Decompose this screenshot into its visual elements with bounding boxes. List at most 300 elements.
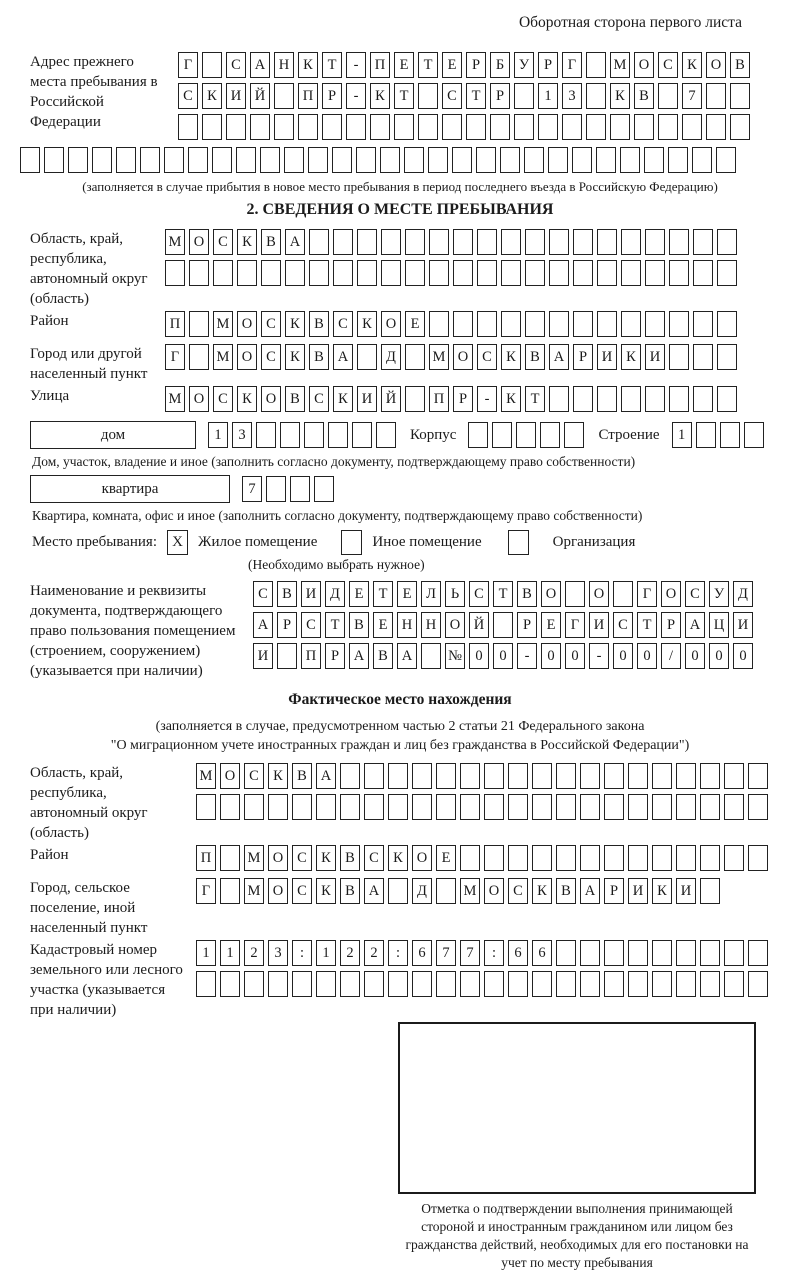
char-box[interactable] bbox=[573, 386, 593, 412]
char-box[interactable]: № bbox=[445, 643, 465, 669]
char-box[interactable] bbox=[404, 147, 424, 173]
char-box[interactable]: Т bbox=[373, 581, 393, 607]
char-box[interactable]: К bbox=[237, 229, 257, 255]
char-box[interactable] bbox=[580, 794, 600, 820]
char-box[interactable]: Е bbox=[394, 52, 414, 78]
char-box[interactable] bbox=[573, 260, 593, 286]
char-box[interactable] bbox=[309, 229, 329, 255]
char-box[interactable] bbox=[700, 940, 720, 966]
char-box[interactable] bbox=[340, 971, 360, 997]
char-box[interactable]: 6 bbox=[508, 940, 528, 966]
char-box[interactable]: Е bbox=[541, 612, 561, 638]
char-box[interactable]: : bbox=[484, 940, 504, 966]
char-box[interactable] bbox=[476, 147, 496, 173]
char-box[interactable] bbox=[268, 971, 288, 997]
char-box[interactable] bbox=[68, 147, 88, 173]
char-box[interactable]: С bbox=[226, 52, 246, 78]
char-box[interactable]: К bbox=[370, 83, 390, 109]
char-box[interactable] bbox=[604, 794, 624, 820]
char-box[interactable] bbox=[493, 612, 513, 638]
char-box[interactable]: О bbox=[237, 311, 257, 337]
char-box[interactable] bbox=[189, 311, 209, 337]
char-box[interactable]: П bbox=[196, 845, 216, 871]
char-box[interactable]: И bbox=[357, 386, 377, 412]
char-box[interactable] bbox=[428, 147, 448, 173]
char-box[interactable]: О bbox=[261, 386, 281, 412]
char-box[interactable]: К bbox=[285, 311, 305, 337]
char-box[interactable]: К bbox=[333, 386, 353, 412]
char-box[interactable] bbox=[298, 114, 318, 140]
char-box[interactable] bbox=[693, 260, 713, 286]
char-box[interactable]: А bbox=[250, 52, 270, 78]
char-box[interactable] bbox=[333, 260, 353, 286]
char-box[interactable] bbox=[706, 114, 726, 140]
char-box[interactable]: В bbox=[556, 878, 576, 904]
char-box[interactable] bbox=[356, 147, 376, 173]
char-box[interactable] bbox=[178, 114, 198, 140]
char-box[interactable]: И bbox=[301, 581, 321, 607]
char-box[interactable] bbox=[676, 794, 696, 820]
char-box[interactable] bbox=[717, 386, 737, 412]
char-box[interactable]: Й bbox=[381, 386, 401, 412]
char-box[interactable]: О bbox=[484, 878, 504, 904]
char-box[interactable]: С bbox=[178, 83, 198, 109]
char-box[interactable]: К bbox=[610, 83, 630, 109]
char-box[interactable] bbox=[357, 260, 377, 286]
char-box[interactable] bbox=[364, 971, 384, 997]
char-box[interactable] bbox=[628, 971, 648, 997]
char-box[interactable]: В bbox=[285, 386, 305, 412]
char-box[interactable]: Е bbox=[397, 581, 417, 607]
char-box[interactable]: А bbox=[349, 643, 369, 669]
char-box[interactable] bbox=[364, 763, 384, 789]
char-box[interactable]: Т bbox=[525, 386, 545, 412]
char-box[interactable]: А bbox=[549, 344, 569, 370]
char-box[interactable] bbox=[92, 147, 112, 173]
char-box[interactable]: С bbox=[508, 878, 528, 904]
char-box[interactable]: К bbox=[501, 386, 521, 412]
char-box[interactable]: В bbox=[261, 229, 281, 255]
stay-type-checkbox-other[interactable] bbox=[341, 530, 362, 555]
char-box[interactable]: - bbox=[346, 83, 366, 109]
char-box[interactable]: П bbox=[298, 83, 318, 109]
char-box[interactable]: С bbox=[244, 763, 264, 789]
char-box[interactable]: И bbox=[226, 83, 246, 109]
char-box[interactable]: С bbox=[261, 311, 281, 337]
char-box[interactable] bbox=[548, 147, 568, 173]
char-box[interactable] bbox=[748, 940, 768, 966]
char-box[interactable]: 0 bbox=[565, 643, 585, 669]
char-box[interactable] bbox=[706, 83, 726, 109]
char-box[interactable] bbox=[652, 940, 672, 966]
char-box[interactable] bbox=[418, 83, 438, 109]
char-box[interactable]: И bbox=[733, 612, 753, 638]
char-box[interactable] bbox=[693, 386, 713, 412]
char-box[interactable] bbox=[562, 114, 582, 140]
char-box[interactable]: Н bbox=[274, 52, 294, 78]
char-box[interactable]: К bbox=[202, 83, 222, 109]
char-box[interactable]: Г bbox=[637, 581, 657, 607]
char-box[interactable]: Н bbox=[397, 612, 417, 638]
char-box[interactable]: К bbox=[357, 311, 377, 337]
char-box[interactable] bbox=[140, 147, 160, 173]
char-box[interactable]: С bbox=[292, 878, 312, 904]
char-box[interactable] bbox=[501, 260, 521, 286]
char-box[interactable] bbox=[610, 114, 630, 140]
char-box[interactable] bbox=[597, 386, 617, 412]
char-box[interactable] bbox=[580, 845, 600, 871]
char-box[interactable]: И bbox=[645, 344, 665, 370]
char-box[interactable] bbox=[676, 940, 696, 966]
char-box[interactable] bbox=[692, 147, 712, 173]
char-box[interactable] bbox=[573, 311, 593, 337]
char-box[interactable] bbox=[460, 763, 480, 789]
char-box[interactable]: К bbox=[532, 878, 552, 904]
char-box[interactable] bbox=[340, 794, 360, 820]
char-box[interactable] bbox=[668, 147, 688, 173]
char-box[interactable] bbox=[328, 422, 348, 448]
char-box[interactable]: М bbox=[213, 344, 233, 370]
char-box[interactable]: - bbox=[477, 386, 497, 412]
char-box[interactable] bbox=[658, 114, 678, 140]
char-box[interactable] bbox=[484, 794, 504, 820]
char-box[interactable]: Р bbox=[453, 386, 473, 412]
char-box[interactable] bbox=[586, 83, 606, 109]
char-box[interactable]: 1 bbox=[196, 940, 216, 966]
char-box[interactable]: Д bbox=[733, 581, 753, 607]
char-box[interactable] bbox=[250, 114, 270, 140]
char-box[interactable]: Р bbox=[661, 612, 681, 638]
char-box[interactable] bbox=[645, 311, 665, 337]
char-box[interactable]: : bbox=[388, 940, 408, 966]
char-box[interactable]: 3 bbox=[268, 940, 288, 966]
char-box[interactable]: С bbox=[442, 83, 462, 109]
char-box[interactable]: Т bbox=[322, 52, 342, 78]
char-box[interactable]: П bbox=[165, 311, 185, 337]
char-box[interactable] bbox=[586, 52, 606, 78]
char-box[interactable] bbox=[565, 581, 585, 607]
char-box[interactable] bbox=[280, 422, 300, 448]
char-box[interactable] bbox=[676, 845, 696, 871]
char-box[interactable] bbox=[580, 971, 600, 997]
char-box[interactable] bbox=[309, 260, 329, 286]
char-box[interactable] bbox=[220, 878, 240, 904]
char-box[interactable]: С bbox=[301, 612, 321, 638]
char-box[interactable] bbox=[717, 311, 737, 337]
char-box[interactable] bbox=[196, 794, 216, 820]
char-box[interactable]: Р bbox=[490, 83, 510, 109]
char-box[interactable] bbox=[549, 229, 569, 255]
char-box[interactable]: У bbox=[709, 581, 729, 607]
char-box[interactable] bbox=[693, 229, 713, 255]
char-box[interactable]: М bbox=[165, 386, 185, 412]
char-box[interactable]: М bbox=[244, 878, 264, 904]
char-box[interactable]: 0 bbox=[685, 643, 705, 669]
char-box[interactable]: С bbox=[261, 344, 281, 370]
char-box[interactable] bbox=[20, 147, 40, 173]
char-box[interactable] bbox=[220, 794, 240, 820]
char-box[interactable]: О bbox=[220, 763, 240, 789]
char-box[interactable] bbox=[508, 971, 528, 997]
char-box[interactable] bbox=[429, 260, 449, 286]
char-box[interactable] bbox=[412, 794, 432, 820]
char-box[interactable] bbox=[604, 940, 624, 966]
char-box[interactable] bbox=[572, 147, 592, 173]
char-box[interactable]: Е bbox=[373, 612, 393, 638]
apartment-type-box[interactable]: квартира bbox=[30, 475, 230, 503]
char-box[interactable]: 3 bbox=[562, 83, 582, 109]
char-box[interactable]: К bbox=[298, 52, 318, 78]
char-box[interactable] bbox=[268, 794, 288, 820]
char-box[interactable] bbox=[524, 147, 544, 173]
char-box[interactable]: : bbox=[292, 940, 312, 966]
char-box[interactable]: - bbox=[346, 52, 366, 78]
char-box[interactable] bbox=[669, 311, 689, 337]
stay-type-checkbox-organization[interactable] bbox=[508, 530, 529, 555]
char-box[interactable]: М bbox=[213, 311, 233, 337]
char-box[interactable] bbox=[525, 260, 545, 286]
char-box[interactable] bbox=[436, 794, 456, 820]
char-box[interactable] bbox=[532, 845, 552, 871]
char-box[interactable] bbox=[580, 940, 600, 966]
char-box[interactable] bbox=[597, 260, 617, 286]
char-box[interactable]: Г bbox=[196, 878, 216, 904]
char-box[interactable] bbox=[460, 971, 480, 997]
char-box[interactable]: А bbox=[316, 763, 336, 789]
char-box[interactable]: Г bbox=[178, 52, 198, 78]
char-box[interactable]: Р bbox=[538, 52, 558, 78]
char-box[interactable] bbox=[333, 229, 353, 255]
char-box[interactable]: А bbox=[685, 612, 705, 638]
char-box[interactable]: 6 bbox=[532, 940, 552, 966]
char-box[interactable]: О bbox=[237, 344, 257, 370]
char-box[interactable]: В bbox=[517, 581, 537, 607]
char-box[interactable] bbox=[508, 845, 528, 871]
char-box[interactable]: К bbox=[316, 845, 336, 871]
char-box[interactable] bbox=[564, 422, 584, 448]
char-box[interactable] bbox=[628, 940, 648, 966]
char-box[interactable]: В bbox=[340, 845, 360, 871]
char-box[interactable] bbox=[394, 114, 414, 140]
char-box[interactable] bbox=[620, 147, 640, 173]
char-box[interactable]: С bbox=[213, 386, 233, 412]
char-box[interactable]: П bbox=[429, 386, 449, 412]
char-box[interactable] bbox=[500, 147, 520, 173]
char-box[interactable]: О bbox=[706, 52, 726, 78]
char-box[interactable] bbox=[412, 971, 432, 997]
char-box[interactable] bbox=[226, 114, 246, 140]
char-box[interactable]: Ь bbox=[445, 581, 465, 607]
char-box[interactable]: 0 bbox=[541, 643, 561, 669]
char-box[interactable] bbox=[412, 763, 432, 789]
char-box[interactable] bbox=[202, 52, 222, 78]
char-box[interactable] bbox=[693, 311, 713, 337]
char-box[interactable] bbox=[316, 971, 336, 997]
char-box[interactable] bbox=[244, 794, 264, 820]
char-box[interactable] bbox=[405, 344, 425, 370]
char-box[interactable]: Е bbox=[442, 52, 462, 78]
char-box[interactable]: Л bbox=[421, 581, 441, 607]
char-box[interactable]: И bbox=[676, 878, 696, 904]
char-box[interactable]: К bbox=[388, 845, 408, 871]
char-box[interactable] bbox=[376, 422, 396, 448]
char-box[interactable]: О bbox=[189, 386, 209, 412]
char-box[interactable]: Р bbox=[325, 643, 345, 669]
char-box[interactable]: А bbox=[397, 643, 417, 669]
char-box[interactable]: Г bbox=[165, 344, 185, 370]
char-box[interactable]: 0 bbox=[493, 643, 513, 669]
char-box[interactable]: К bbox=[237, 386, 257, 412]
char-box[interactable] bbox=[556, 940, 576, 966]
char-box[interactable] bbox=[556, 794, 576, 820]
char-box[interactable]: Й bbox=[469, 612, 489, 638]
char-box[interactable]: М bbox=[165, 229, 185, 255]
char-box[interactable] bbox=[332, 147, 352, 173]
char-box[interactable]: О bbox=[268, 878, 288, 904]
char-box[interactable] bbox=[453, 311, 473, 337]
char-box[interactable] bbox=[352, 422, 372, 448]
char-box[interactable] bbox=[468, 422, 488, 448]
char-box[interactable] bbox=[652, 971, 672, 997]
char-box[interactable]: К bbox=[682, 52, 702, 78]
char-box[interactable] bbox=[645, 260, 665, 286]
char-box[interactable] bbox=[724, 845, 744, 871]
char-box[interactable] bbox=[460, 794, 480, 820]
char-box[interactable] bbox=[452, 147, 472, 173]
char-box[interactable]: А bbox=[285, 229, 305, 255]
char-box[interactable] bbox=[556, 763, 576, 789]
char-box[interactable] bbox=[429, 311, 449, 337]
char-box[interactable]: К bbox=[268, 763, 288, 789]
char-box[interactable] bbox=[604, 971, 624, 997]
char-box[interactable] bbox=[748, 794, 768, 820]
char-box[interactable] bbox=[669, 344, 689, 370]
char-box[interactable] bbox=[477, 229, 497, 255]
char-box[interactable] bbox=[700, 763, 720, 789]
char-box[interactable] bbox=[693, 344, 713, 370]
char-box[interactable] bbox=[501, 229, 521, 255]
char-box[interactable] bbox=[405, 229, 425, 255]
char-box[interactable]: 1 bbox=[316, 940, 336, 966]
char-box[interactable]: Р bbox=[604, 878, 624, 904]
char-box[interactable]: Р bbox=[277, 612, 297, 638]
char-box[interactable] bbox=[700, 794, 720, 820]
char-box[interactable] bbox=[405, 260, 425, 286]
char-box[interactable] bbox=[532, 763, 552, 789]
char-box[interactable] bbox=[669, 386, 689, 412]
char-box[interactable] bbox=[730, 83, 750, 109]
char-box[interactable] bbox=[256, 422, 276, 448]
char-box[interactable] bbox=[292, 794, 312, 820]
char-box[interactable] bbox=[604, 763, 624, 789]
char-box[interactable] bbox=[442, 114, 462, 140]
char-box[interactable] bbox=[676, 971, 696, 997]
char-box[interactable] bbox=[484, 845, 504, 871]
char-box[interactable] bbox=[484, 763, 504, 789]
char-box[interactable] bbox=[525, 311, 545, 337]
char-box[interactable]: Е bbox=[349, 581, 369, 607]
char-box[interactable] bbox=[453, 229, 473, 255]
char-box[interactable]: 3 bbox=[232, 422, 252, 448]
char-box[interactable] bbox=[490, 114, 510, 140]
char-box[interactable]: 7 bbox=[682, 83, 702, 109]
char-box[interactable]: К bbox=[652, 878, 672, 904]
char-box[interactable] bbox=[628, 794, 648, 820]
char-box[interactable]: О bbox=[189, 229, 209, 255]
char-box[interactable] bbox=[477, 311, 497, 337]
char-box[interactable]: Р bbox=[573, 344, 593, 370]
char-box[interactable] bbox=[213, 260, 233, 286]
char-box[interactable] bbox=[381, 260, 401, 286]
char-box[interactable]: В bbox=[349, 612, 369, 638]
char-box[interactable] bbox=[436, 971, 456, 997]
char-box[interactable] bbox=[370, 114, 390, 140]
char-box[interactable]: Р bbox=[322, 83, 342, 109]
char-box[interactable] bbox=[613, 581, 633, 607]
char-box[interactable]: М bbox=[244, 845, 264, 871]
char-box[interactable]: М bbox=[610, 52, 630, 78]
char-box[interactable] bbox=[314, 476, 334, 502]
char-box[interactable]: С bbox=[253, 581, 273, 607]
char-box[interactable]: Д bbox=[412, 878, 432, 904]
char-box[interactable] bbox=[220, 971, 240, 997]
char-box[interactable] bbox=[730, 114, 750, 140]
char-box[interactable]: М bbox=[196, 763, 216, 789]
char-box[interactable] bbox=[436, 763, 456, 789]
char-box[interactable]: К bbox=[621, 344, 641, 370]
char-box[interactable] bbox=[429, 229, 449, 255]
char-box[interactable] bbox=[236, 147, 256, 173]
char-box[interactable] bbox=[189, 260, 209, 286]
char-box[interactable]: С bbox=[613, 612, 633, 638]
char-box[interactable]: Т bbox=[394, 83, 414, 109]
char-box[interactable] bbox=[388, 971, 408, 997]
char-box[interactable] bbox=[380, 147, 400, 173]
char-box[interactable] bbox=[540, 422, 560, 448]
char-box[interactable] bbox=[44, 147, 64, 173]
char-box[interactable] bbox=[421, 643, 441, 669]
char-box[interactable] bbox=[381, 229, 401, 255]
char-box[interactable] bbox=[388, 878, 408, 904]
char-box[interactable] bbox=[549, 386, 569, 412]
char-box[interactable] bbox=[549, 260, 569, 286]
char-box[interactable] bbox=[164, 147, 184, 173]
char-box[interactable] bbox=[466, 114, 486, 140]
char-box[interactable] bbox=[700, 878, 720, 904]
char-box[interactable]: В bbox=[730, 52, 750, 78]
char-box[interactable]: 0 bbox=[469, 643, 489, 669]
char-box[interactable]: Д bbox=[325, 581, 345, 607]
char-box[interactable] bbox=[388, 794, 408, 820]
char-box[interactable] bbox=[508, 794, 528, 820]
char-box[interactable] bbox=[744, 422, 764, 448]
char-box[interactable]: В bbox=[525, 344, 545, 370]
char-box[interactable]: И bbox=[597, 344, 617, 370]
char-box[interactable]: 1 bbox=[672, 422, 692, 448]
char-box[interactable] bbox=[724, 763, 744, 789]
char-box[interactable] bbox=[508, 763, 528, 789]
char-box[interactable] bbox=[285, 260, 305, 286]
char-box[interactable] bbox=[532, 794, 552, 820]
house-type-box[interactable]: дом bbox=[30, 421, 196, 449]
char-box[interactable] bbox=[436, 878, 456, 904]
char-box[interactable] bbox=[556, 971, 576, 997]
char-box[interactable] bbox=[669, 229, 689, 255]
char-box[interactable]: Т bbox=[493, 581, 513, 607]
char-box[interactable] bbox=[244, 971, 264, 997]
char-box[interactable]: 2 bbox=[364, 940, 384, 966]
char-box[interactable] bbox=[304, 422, 324, 448]
